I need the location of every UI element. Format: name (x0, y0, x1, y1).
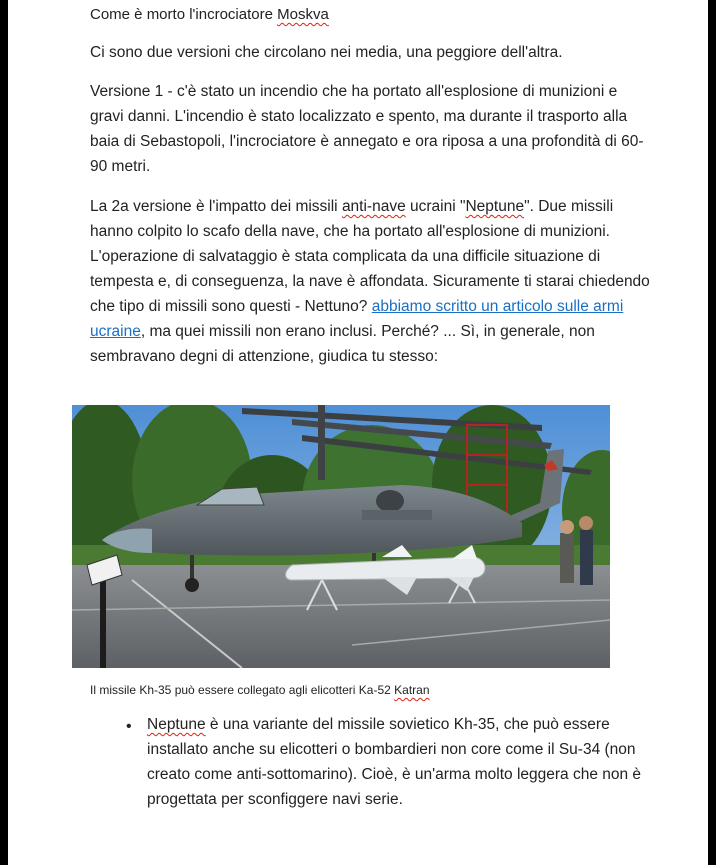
spellcheck-word: Katran (394, 683, 430, 697)
article-title: Come è morto l'incrociatore Moskva (90, 6, 329, 23)
bullet-paragraph: Neptune è una variante del missile sovietico Kh-35, che può essere installato anche su elicotteri o bombardieri non core come il Su-34 (non creato come anti-sottomarino). Cioè, è un'arma molto leggera che non è progettata per sconfiggere navi serie. (147, 716, 642, 808)
document-page (8, 0, 708, 865)
spellcheck-word: Moskva (277, 6, 329, 23)
version-1-paragraph: Versione 1 - c'è stato un incendio che ha portato all'esplosione di munizioni e gravi danni. L'incendio è stato localizzato e spento, ma durante il trasporto alla baia di Sebastopoli, l'incrociatore è annegato e ora riposa a una profondità di 60-90 metri. (90, 83, 644, 175)
intro-paragraph: Ci sono due versioni che circolano nei media, una peggiore dell'altra. (90, 44, 563, 61)
spellcheck-word: anti-nave (341, 198, 406, 215)
photo-caption: Il missile Kh-35 può essere collegato agli elicotteri Ka-52 Katran (90, 683, 430, 697)
ukrainian-weapons-article-link[interactable]: abbiamo scritto un articolo sulle armi ucraine (90, 298, 624, 340)
spellcheck-word: Neptune (147, 716, 206, 733)
version-2-paragraph: La 2a versione è l'impatto dei missili anti-nave ucraini "Neptune". Due missili hanno colpito lo scafo della nave, che ha portato all'esplosione di munizioni. L'operazione di salvataggio è stata complicata da una difficile situazione di tempesta e, di conseguenza, la nave è affondata. Sicuramente ti starai chiedendo che tipo di missili sono questi - Nettuno? abbiamo scritto un articolo sulle armi ucraine, ma quei missili non erano inclusi. Perché? ... Sì, in generale, non sembravano degni di attenzione, giudica tu stesso: (90, 198, 650, 365)
helicopter-missile-photo (72, 405, 610, 668)
bullet-icon: • (126, 718, 132, 735)
spellcheck-word: Neptune (465, 198, 525, 215)
